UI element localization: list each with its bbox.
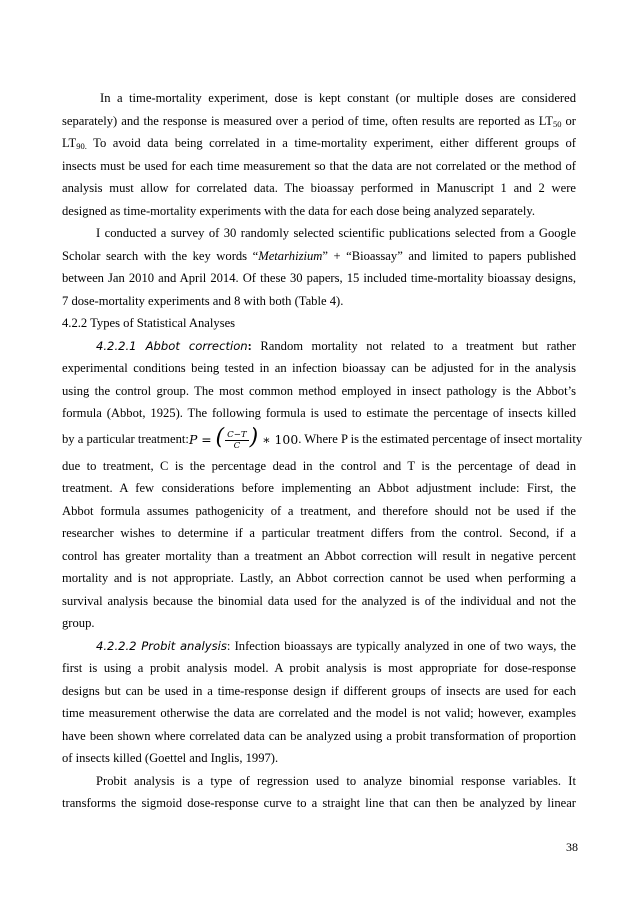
text-line: separately) and the response is measured over a period of time, often results are reported as $LT_{50}$ or [62, 113, 577, 129]
text-line-with-formula: by a particular treatment: P = ( $\frac{C-T}{C}$ ) ∗ 100 . Where P is the estimated percentage of insect mortality [62, 425, 583, 452]
text-line: using the control group. The most common method employed in insect pathology is the Abbot’s [62, 383, 576, 398]
text-line: control has greater mortality than a treatment an Abbot correction will result in negative percent [62, 548, 576, 563]
text-line: Abbot formula assumes pathogenicity of a treatment, and therefore should not be used if the [62, 503, 576, 518]
text-line: time measurement otherwise the data are correlated and the model is not valid; however, examples [62, 706, 576, 720]
page-number: 38 [566, 840, 578, 854]
paragraph-abbot-correction [62, 335, 583, 635]
text-line: I conducted a survey of 30 randomly selected scientific publications selected from a Google [96, 226, 576, 240]
text-line: designed as time-mortality experiments with the data for each dose being analyzed separately. [62, 203, 536, 218]
text-line: group. [62, 616, 95, 630]
subscript-90: 90. [76, 141, 87, 151]
abbot-formula: P = ( $\frac{C-T}{C}$ ) ∗ 100 [188, 425, 299, 452]
genus-name: Metarhizium [258, 248, 323, 263]
text-line: mortality and is not appropriate. Lastly, an Abbot correction cannot be used when performing a [62, 571, 576, 585]
paragraph-probit-regression [62, 770, 576, 815]
paragraph-survey [62, 222, 576, 312]
text-line: Probit analysis is a type of regression used to analyze binomial response variables. It [96, 773, 576, 788]
paragraph-time-mortality [62, 87, 576, 222]
text-line: due to treatment, C is the percentage dead in the control and T is the percentage of dead in [62, 458, 576, 473]
text-line: formula (Abbot, 1925). The following formula is used to estimate the percentage of insects killed [62, 406, 576, 420]
text-line: first is using a probit analysis model. A probit analysis is most appropriate for dose-response [62, 661, 576, 675]
subscript-50: 50 [552, 118, 562, 129]
text-line: 7 dose-mortality experiments and 8 with both (Table 4). [62, 293, 344, 308]
text-line: transforms the sigmoid dose-response curve to a straight line that can then be analyzed by linear [62, 796, 576, 810]
text-line: insects must be used for each time measurement so that the data are not correlated or the method of [62, 158, 576, 173]
text-line: between Jan 2010 and April 2014. Of these 30 papers, 15 included time-mortality bioassay designs, [62, 271, 576, 285]
text-line: have been shown where correlated data can be analyzed using a probit transformation of proportion [62, 728, 576, 743]
section-heading: 4.2.2 Types of Statistical Analyses [62, 316, 236, 330]
text-line: $LT_{90.}$ To avoid data being correlated in a time-mortality experiment, either different groups of [62, 136, 576, 151]
text-line: 4.2.2.2 Probit analysis: Infection bioassays are typically analyzed in one of two ways, the [96, 638, 576, 653]
text-line: Scholar search with the key words “Metarhizium” + “Bioassay” and limited to papers published [62, 248, 576, 263]
text-line: In a time-mortality experiment, dose is kept constant (or multiple doses are considered [100, 91, 576, 105]
text-line: designs but can be used in a time-response design if different groups of insects are used for each [62, 683, 576, 698]
text-line: researcher wishes to determine if a particular treatment differs from the control. Second, if a [62, 526, 576, 540]
subsection-heading-abbot: 4.2.2.1 Abbot correction [96, 338, 248, 353]
subsection-heading-probit: 4.2.2.2 Probit analysis [96, 638, 227, 653]
body-text [62, 87, 583, 815]
text-line: analysis must allow for correlated data. The bioassay performed in Manuscript 1 and 2 were [62, 181, 576, 195]
text-line: 4.2.2.1 Abbot correction: Random mortality not related to a treatment but rather [96, 338, 576, 353]
text-line: treatment. A few considerations before implementing an Abbot adjustment include: First, the [62, 481, 576, 495]
text-line: survival analysis because the binomial data used for the analyzed is of the individual and not the [62, 593, 576, 608]
text-line: experimental conditions being tested in an infection bioassay can be adjusted for in the analysis [62, 361, 576, 375]
paragraph-probit-analysis [62, 635, 576, 770]
text-line: of insects killed (Goettel and Inglis, 1997). [62, 751, 279, 765]
